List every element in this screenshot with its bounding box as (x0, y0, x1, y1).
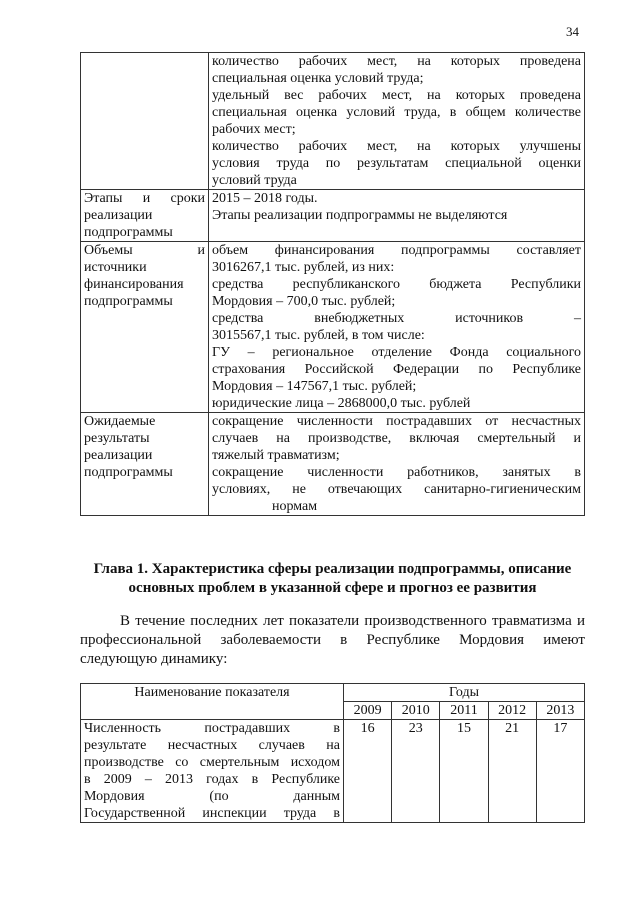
passport-row-results (81, 413, 585, 516)
value-cell: 23 (392, 720, 440, 823)
passport-row-stages (81, 190, 585, 242)
value-cell: 15 (440, 720, 488, 823)
passport-label: Ожидаемые результаты реализации подпрограммы (81, 413, 209, 516)
page-number: 34 (566, 24, 579, 39)
year-cell: 2012 (488, 702, 536, 720)
row-label: Численность пострадавших в результате несчастных случаев на производстве со смертельным исходом в 2009 – 2013 годах в Республике Мордовия (по данным Государственной инспекции труда в (81, 720, 344, 823)
intro-paragraph: В течение последних лет показатели производственного травматизма и профессиональной заболеваемости в Республике Мордовия имеют следующую динамику: (80, 613, 585, 667)
passport-row-indicators (81, 53, 585, 190)
header-years: Годы (344, 684, 585, 702)
chapter-title: Глава 1. Характеристика сферы реализации подпрограммы, описание основных проблем в указанной сфере и прогноз ее развития (93, 561, 572, 596)
passport-content: сокращение численности пострадавших от несчастных случаев на производстве, включая смертельный и тяжелый травматизм; сокращение численности работников, занятых в условиях, не отвечающих санитарно-гигиеническим нормам (209, 413, 585, 516)
header-indicator: Наименование показателя (81, 684, 344, 720)
passport-label: Объемы и источники финансирования подпрограммы (81, 242, 209, 413)
subprogram-passport-table (80, 52, 585, 516)
passport-content: объем финансирования подпрограммы составляет 3016267,1 тыс. рублей, из них: средства республиканского бюджета Республики Мордовия – 700,0 тыс. рублей; средства внебюджетных источников – 3015567,1 тыс. рублей, в том числе: ГУ – региональное отделение Фонда социального страхования Российской Федерации по Республике Мордовия – 147567,1 тыс. рублей; юридические лица – 2868000,0 тыс. рублей (209, 242, 585, 413)
value-cell: 16 (344, 720, 392, 823)
table-row (81, 720, 585, 823)
year-cell: 2010 (392, 702, 440, 720)
passport-content: количество рабочих мест, на которых проведена специальная оценка условий труда; удельный вес рабочих мест, на которых проведена специальная оценка условий труда, в общем количестве рабочих мест; количество рабочих мест, на которых улучшены условия труда по результатам специальной оценки условий труда (209, 53, 585, 190)
value-cell: 17 (536, 720, 584, 823)
passport-label: Этапы и сроки реализации подпрограммы (81, 190, 209, 242)
year-cell: 2013 (536, 702, 584, 720)
table-header-row (81, 684, 585, 702)
year-cell: 2009 (344, 702, 392, 720)
passport-row-funding (81, 242, 585, 413)
value-cell: 21 (488, 720, 536, 823)
year-cell: 2011 (440, 702, 488, 720)
passport-label (81, 53, 209, 190)
passport-content: 2015 – 2018 годы. Этапы реализации подпрограммы не выделяются (209, 190, 585, 242)
injury-dynamics-table (80, 683, 585, 823)
